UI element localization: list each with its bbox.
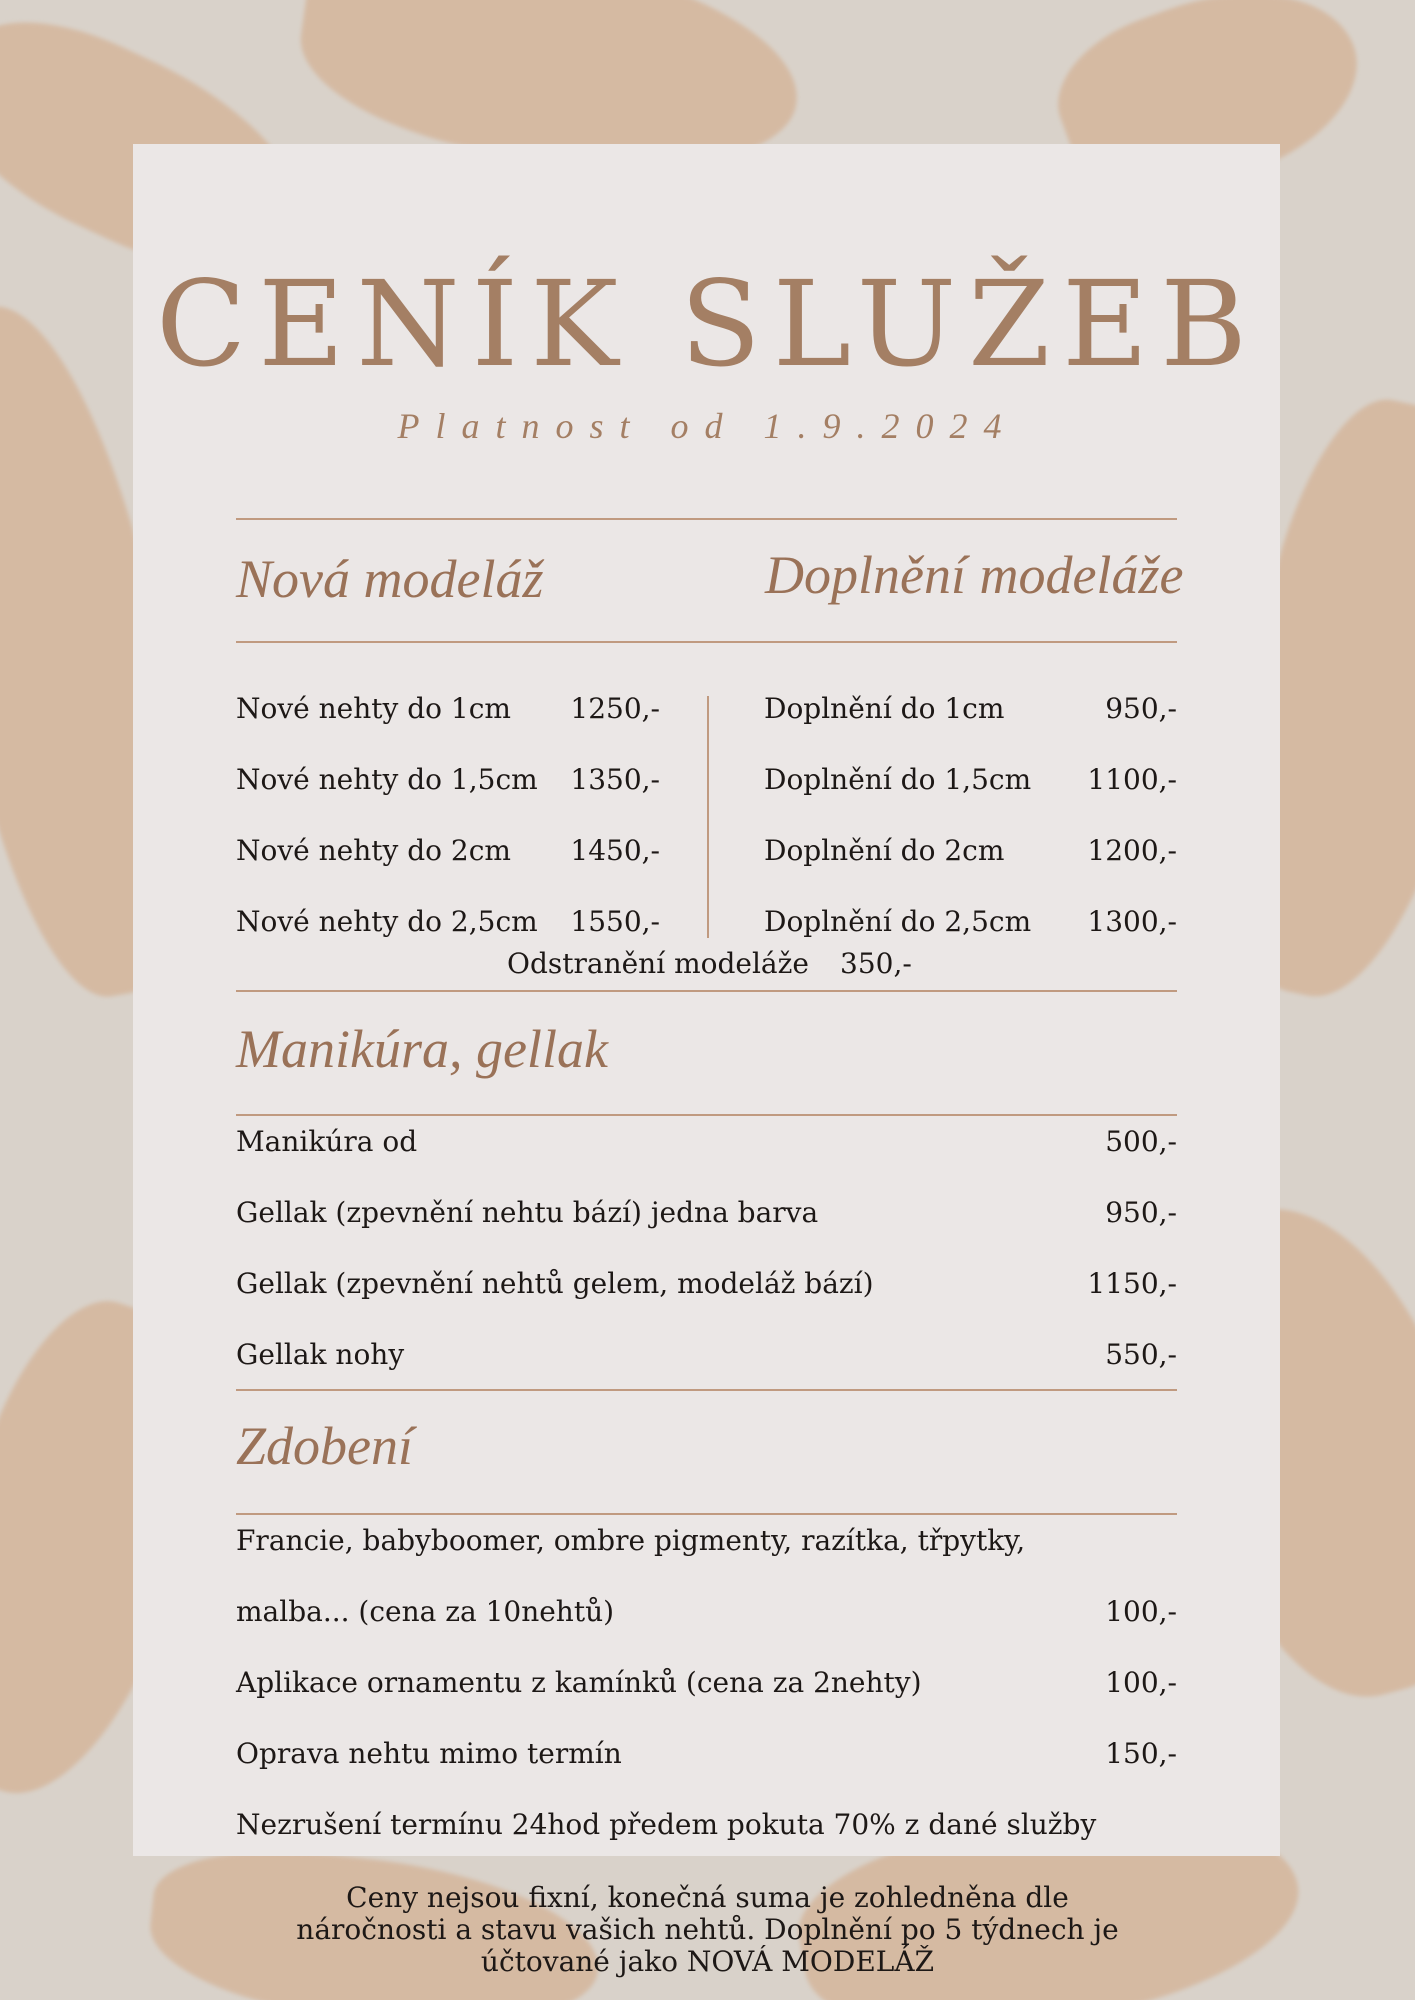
section-title-manikura: Manikúra, gellak	[236, 1019, 608, 1079]
cancellation-note: Nezrušení termínu 24hod předem pokuta 70% z dané služby	[236, 1808, 1097, 1841]
section-title-zdobeni: Zdobení	[236, 1416, 414, 1476]
page-title: CENÍK SLUŽEB	[156, 255, 1259, 393]
list-item-price: 500,-	[1105, 1125, 1177, 1158]
list-item-price: 1100,-	[1087, 763, 1177, 796]
list-item-price: 100,-	[1105, 1595, 1177, 1628]
list-item-label: Francie, babyboomer, ombre pigmenty, razítka, třpytky,	[236, 1524, 1026, 1557]
list-item-label: Gellak nohy	[236, 1338, 405, 1371]
removal-price: 350,-	[840, 947, 912, 980]
footer-note	[230, 1882, 1185, 1978]
divider	[236, 990, 1177, 992]
divider	[236, 518, 1177, 520]
list-item-price: 1250,-	[570, 692, 660, 725]
list-item-price: 1300,-	[1087, 905, 1177, 938]
list-item-label: Nové nehty do 1cm	[236, 692, 511, 725]
list-item-price: 550,-	[1105, 1338, 1177, 1371]
footer-line: Ceny nejsou fixní, konečná suma je zohledněna dle	[346, 1881, 1069, 1914]
list-item-price: 950,-	[1105, 1196, 1177, 1229]
divider	[236, 1513, 1177, 1515]
column-divider	[707, 696, 709, 938]
footer-line: náročnosti a stavu vašich nehtů. Doplnění po 5 týdnech je	[296, 1913, 1119, 1946]
list-item-label: Nové nehty do 1,5cm	[236, 763, 538, 796]
list-item-label: Gellak (zpevnění nehtu bází) jedna barva	[236, 1196, 819, 1229]
list-item-label: Doplnění do 2cm	[764, 834, 1005, 867]
divider	[236, 641, 1177, 643]
list-item-label: Nové nehty do 2cm	[236, 834, 511, 867]
list-item-label: Doplnění do 1cm	[764, 692, 1005, 725]
list-item-price: 1550,-	[570, 905, 660, 938]
list-item-price: 1450,-	[570, 834, 660, 867]
removal-label: Odstranění modeláže	[507, 947, 809, 980]
list-item-price: 1150,-	[1087, 1267, 1177, 1300]
list-item-label: Doplnění do 2,5cm	[764, 905, 1032, 938]
section-title-nova-modelaz: Nová modeláž	[236, 549, 544, 609]
footer-line: účtované jako NOVÁ MODELÁŽ	[480, 1945, 935, 1978]
list-item-price: 1350,-	[570, 763, 660, 796]
list-item-label: Oprava nehtu mimo termín	[236, 1737, 622, 1770]
list-item-price: 150,-	[1105, 1737, 1177, 1770]
section-title-doplneni: Doplnění modeláže	[765, 545, 1184, 605]
list-item-label: malba... (cena za 10nehtů)	[236, 1595, 615, 1628]
list-item-price: 100,-	[1105, 1666, 1177, 1699]
divider	[236, 1114, 1177, 1116]
list-item-price: 1200,-	[1087, 834, 1177, 867]
list-item-price: 950,-	[1105, 692, 1177, 725]
list-item-label: Gellak (zpevnění nehtů gelem, modeláž bází)	[236, 1267, 874, 1300]
list-item-label: Doplnění do 1,5cm	[764, 763, 1032, 796]
list-item-label: Nové nehty do 2,5cm	[236, 905, 538, 938]
divider	[236, 1389, 1177, 1391]
validity-subtitle: Platnost od 1.9.2024	[397, 406, 1018, 446]
list-item-label: Manikúra od	[236, 1125, 418, 1158]
list-item-label: Aplikace ornamentu z kamínků (cena za 2nehty)	[236, 1666, 922, 1699]
